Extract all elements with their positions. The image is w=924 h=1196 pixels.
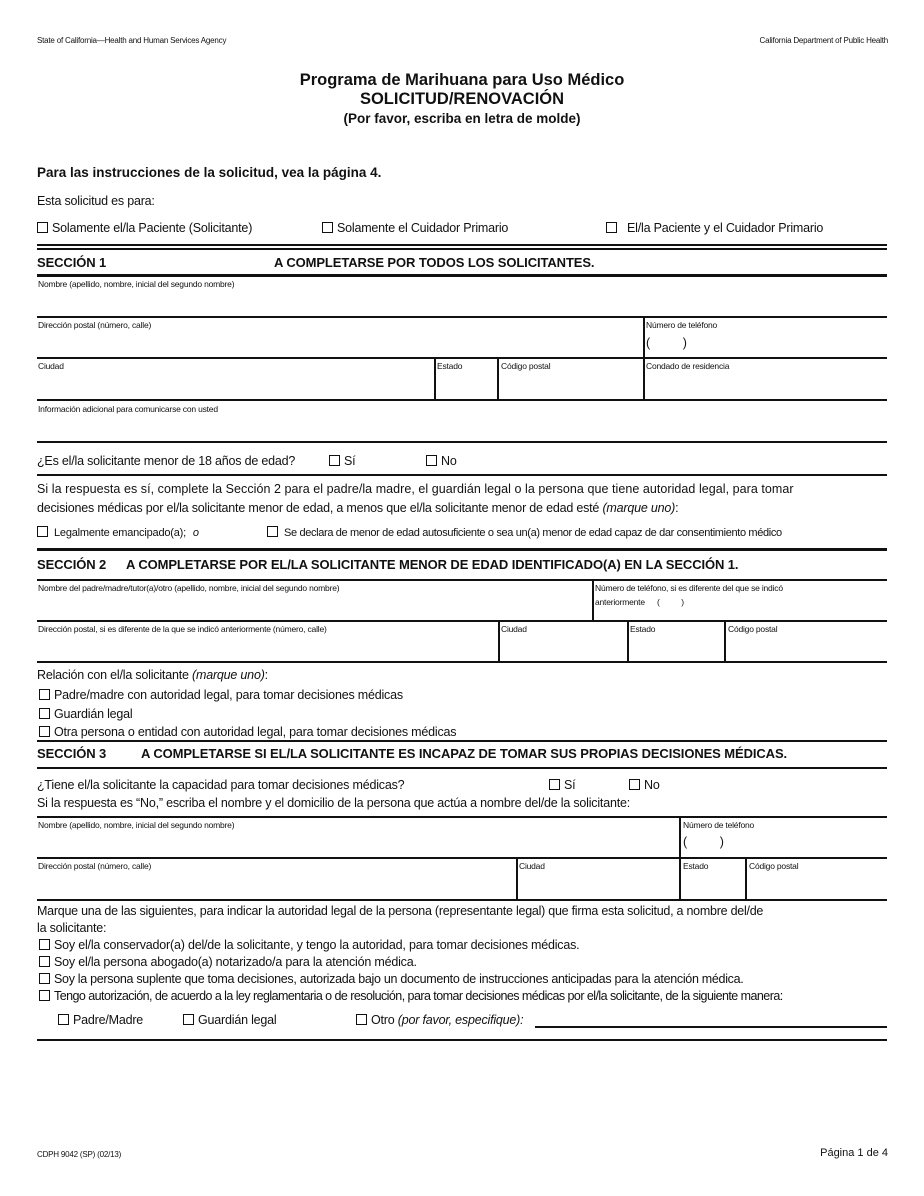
- s2-address-label: Dirección postal, si es diferente de la que se indicó anteriormente (número, calle): [38, 624, 327, 634]
- checkbox[interactable]: [39, 708, 50, 719]
- checkbox[interactable]: [426, 455, 437, 466]
- divider: [37, 474, 887, 476]
- application-for-label: Esta solicitud es para:: [37, 194, 155, 208]
- divider: [745, 857, 747, 900]
- divider: [516, 857, 518, 900]
- divider: [37, 857, 887, 859]
- emancipated-option[interactable]: Legalmente emancipado(a); o: [37, 526, 199, 539]
- capacity-no-option[interactable]: No: [629, 778, 660, 792]
- s2-phone-label-cont: anteriormente ( ): [595, 597, 684, 607]
- divider: [592, 579, 594, 621]
- s1-additional-field[interactable]: [37, 414, 887, 440]
- divider: [37, 274, 887, 277]
- s2-phone-field[interactable]: ( ): [657, 597, 684, 607]
- checkbox[interactable]: [329, 455, 340, 466]
- s3-name-field[interactable]: [37, 830, 675, 856]
- option-patient-and-caregiver[interactable]: El/la Paciente y el Cuidador Primario: [606, 221, 823, 235]
- divider: [37, 399, 887, 401]
- checkbox[interactable]: [39, 689, 50, 700]
- s3-state-label: Estado: [683, 861, 709, 871]
- divider: [37, 579, 887, 581]
- s1-name-label: Nombre (apellido, nombre, inicial del segundo nombre): [38, 279, 235, 289]
- checkbox[interactable]: [39, 990, 50, 1001]
- checkbox[interactable]: [356, 1014, 367, 1025]
- s1-state-label: Estado: [437, 361, 463, 371]
- s2-name-label: Nombre del padre/madre/tutor(a)/otro (apellido, nombre, inicial del segundo nombre): [38, 583, 340, 593]
- divider: [37, 248, 887, 250]
- authority-conservator-option[interactable]: Soy el/la conservador(a) del/de la solicitante, y tengo la autoridad, para tomar decisiones médicas.: [39, 938, 579, 952]
- divider: [498, 620, 500, 662]
- sub-other-option[interactable]: Otro (por favor, especifique):: [356, 1013, 523, 1027]
- relation-label: Relación con el/la solicitante (marque uno):: [37, 668, 268, 682]
- section1-label: SECCIÓN 1: [37, 255, 107, 270]
- authority-attorney-option[interactable]: Soy el/la persona abogado(a) notarizado/a para la atención médica.: [39, 955, 417, 969]
- divider: [724, 620, 726, 662]
- s1-address-label: Dirección postal (número, calle): [38, 320, 152, 330]
- section3-label: SECCIÓN 3: [37, 746, 107, 761]
- checkbox[interactable]: [183, 1014, 194, 1025]
- capacity-yes-option[interactable]: Sí: [549, 778, 575, 792]
- section2-label: SECCIÓN 2: [37, 557, 107, 572]
- divider: [37, 357, 887, 359]
- authority-instructions-line2: la solicitante:: [37, 921, 107, 935]
- relation-guardian-option[interactable]: Guardián legal: [39, 707, 133, 721]
- minor-instructions-line1: Si la respuesta es sí, complete la Sección 2 para el padre/la madre, el guardián legal o la persona que tiene autoridad legal, para tomar: [37, 482, 794, 496]
- divider: [434, 357, 436, 400]
- department-header: California Department of Public Health: [759, 36, 888, 45]
- s2-phone-label: Número de teléfono, si es diferente del que se indicó: [595, 583, 783, 593]
- relation-other-option[interactable]: Otra persona o entidad con autoridad legal, para tomar decisiones médicas: [39, 725, 456, 739]
- divider: [37, 816, 887, 818]
- s3-phone-label: Número de teléfono: [683, 820, 755, 830]
- divider: [37, 899, 887, 901]
- checkbox[interactable]: [37, 222, 48, 233]
- s3-name-label: Nombre (apellido, nombre, inicial del segundo nombre): [38, 820, 235, 830]
- authority-surrogate-option[interactable]: Soy la persona suplente que toma decisiones, autorizada bajo un documento de instrucciones anticipadas para la atención médica.: [39, 972, 743, 986]
- s2-zip-label: Código postal: [728, 624, 778, 634]
- s1-phone-field[interactable]: ( ): [646, 336, 687, 350]
- s1-address-field[interactable]: [37, 330, 642, 356]
- divider: [37, 441, 887, 443]
- option-patient-only[interactable]: Solamente el/la Paciente (Solicitante): [37, 221, 252, 235]
- relation-parent-option[interactable]: Padre/madre con autoridad legal, para tomar decisiones médicas: [39, 688, 403, 702]
- capacity-question: ¿Tiene el/la solicitante la capacidad para tomar decisiones médicas?: [37, 778, 405, 792]
- checkbox[interactable]: [549, 779, 560, 790]
- s2-state-label: Estado: [630, 624, 656, 634]
- divider: [37, 548, 887, 551]
- checkbox[interactable]: [629, 779, 640, 790]
- s1-county-label: Condado de residencia: [646, 361, 730, 371]
- s2-city-label: Ciudad: [501, 624, 527, 634]
- s1-phone-label: Número de teléfono: [646, 320, 718, 330]
- checkbox[interactable]: [606, 222, 617, 233]
- divider: [627, 620, 629, 662]
- s2-address-field[interactable]: [37, 634, 495, 660]
- checkbox[interactable]: [58, 1014, 69, 1025]
- print-instruction: (Por favor, escriba en letra de molde): [343, 111, 581, 126]
- agency-header: State of California—Health and Human Services Agency: [37, 36, 227, 45]
- authority-statutory-option[interactable]: Tengo autorización, de acuerdo a la ley reglamentaria o de resolución, para tomar decisiones médicas por el/la solicitante, de la siguiente manera:: [39, 989, 783, 1003]
- checkbox[interactable]: [37, 526, 48, 537]
- sub-parent-option[interactable]: Padre/Madre: [58, 1013, 143, 1027]
- checkbox[interactable]: [39, 956, 50, 967]
- section3-heading: A COMPLETARSE SI EL/LA SOLICITANTE ES INCAPAZ DE TOMAR SUS PROPIAS DECISIONES MÉDICAS.: [141, 746, 788, 761]
- section1-heading: A COMPLETARSE POR TODOS LOS SOLICITANTES.: [274, 255, 595, 270]
- self-sufficient-option[interactable]: Se declara de menor de edad autosuficiente o sea un(a) menor de edad capaz de dar consentimiento médico: [267, 526, 782, 539]
- s2-name-field[interactable]: [37, 593, 589, 619]
- s3-address-field[interactable]: [37, 871, 513, 897]
- checkbox[interactable]: [322, 222, 333, 233]
- divider: [37, 244, 887, 246]
- s3-city-label: Ciudad: [519, 861, 545, 871]
- s1-additional-label: Información adicional para comunicarse con usted: [38, 404, 218, 414]
- sub-guardian-option[interactable]: Guardián legal: [183, 1013, 277, 1027]
- instructions-note: Para las instrucciones de la solicitud, vea la página 4.: [37, 165, 382, 180]
- s1-name-field[interactable]: [37, 288, 887, 314]
- if-no-instructions: Si la respuesta es “No,” escriba el nombre y el domicilio de la persona que actúa a nombre del/de la solicitante:: [37, 796, 631, 810]
- form-code: CDPH 9042 (SP) (02/13): [37, 1150, 122, 1159]
- section2-heading: A COMPLETARSE POR EL/LA SOLICITANTE MENOR DE EDAD IDENTIFICADO(A) EN LA SECCIÓN 1.: [126, 557, 739, 572]
- s1-city-label: Ciudad: [38, 361, 64, 371]
- s3-address-label: Dirección postal (número, calle): [38, 861, 152, 871]
- authority-instructions-line1: Marque una de las siguientes, para indicar la autoridad legal de la persona (representante legal) que firma esta solicitud, a nombre del/de: [37, 904, 764, 918]
- other-specify-field[interactable]: [535, 1026, 887, 1028]
- divider: [37, 316, 887, 318]
- minor-no-option[interactable]: No: [426, 454, 457, 468]
- divider: [497, 357, 499, 400]
- minor-yes-option[interactable]: Sí: [329, 454, 355, 468]
- divider: [37, 620, 887, 622]
- checkbox[interactable]: [39, 973, 50, 984]
- checkbox[interactable]: [39, 939, 50, 950]
- divider: [37, 1039, 887, 1041]
- s3-phone-field[interactable]: ( ): [683, 835, 724, 849]
- form-subtitle: SOLICITUD/RENOVACIÓN: [359, 90, 565, 108]
- divider: [37, 740, 887, 742]
- form-title: Programa de Marihuana para Uso Médico: [299, 71, 625, 89]
- minor-instructions-line2: decisiones médicas por el/la solicitante menor de edad, a menos que el/la solicitante menor de edad esté (marque uno):: [37, 501, 679, 515]
- page-number: Página 1 de 4: [820, 1147, 888, 1159]
- s1-zip-label: Código postal: [501, 361, 551, 371]
- divider: [37, 767, 887, 769]
- checkbox[interactable]: [267, 526, 278, 537]
- s1-city-field[interactable]: [37, 370, 432, 398]
- checkbox[interactable]: [39, 726, 50, 737]
- minor-question: ¿Es el/la solicitante menor de 18 años de edad?: [37, 454, 296, 468]
- divider: [37, 661, 887, 663]
- s3-zip-label: Código postal: [749, 861, 799, 871]
- option-caregiver-only[interactable]: Solamente el Cuidador Primario: [322, 221, 508, 235]
